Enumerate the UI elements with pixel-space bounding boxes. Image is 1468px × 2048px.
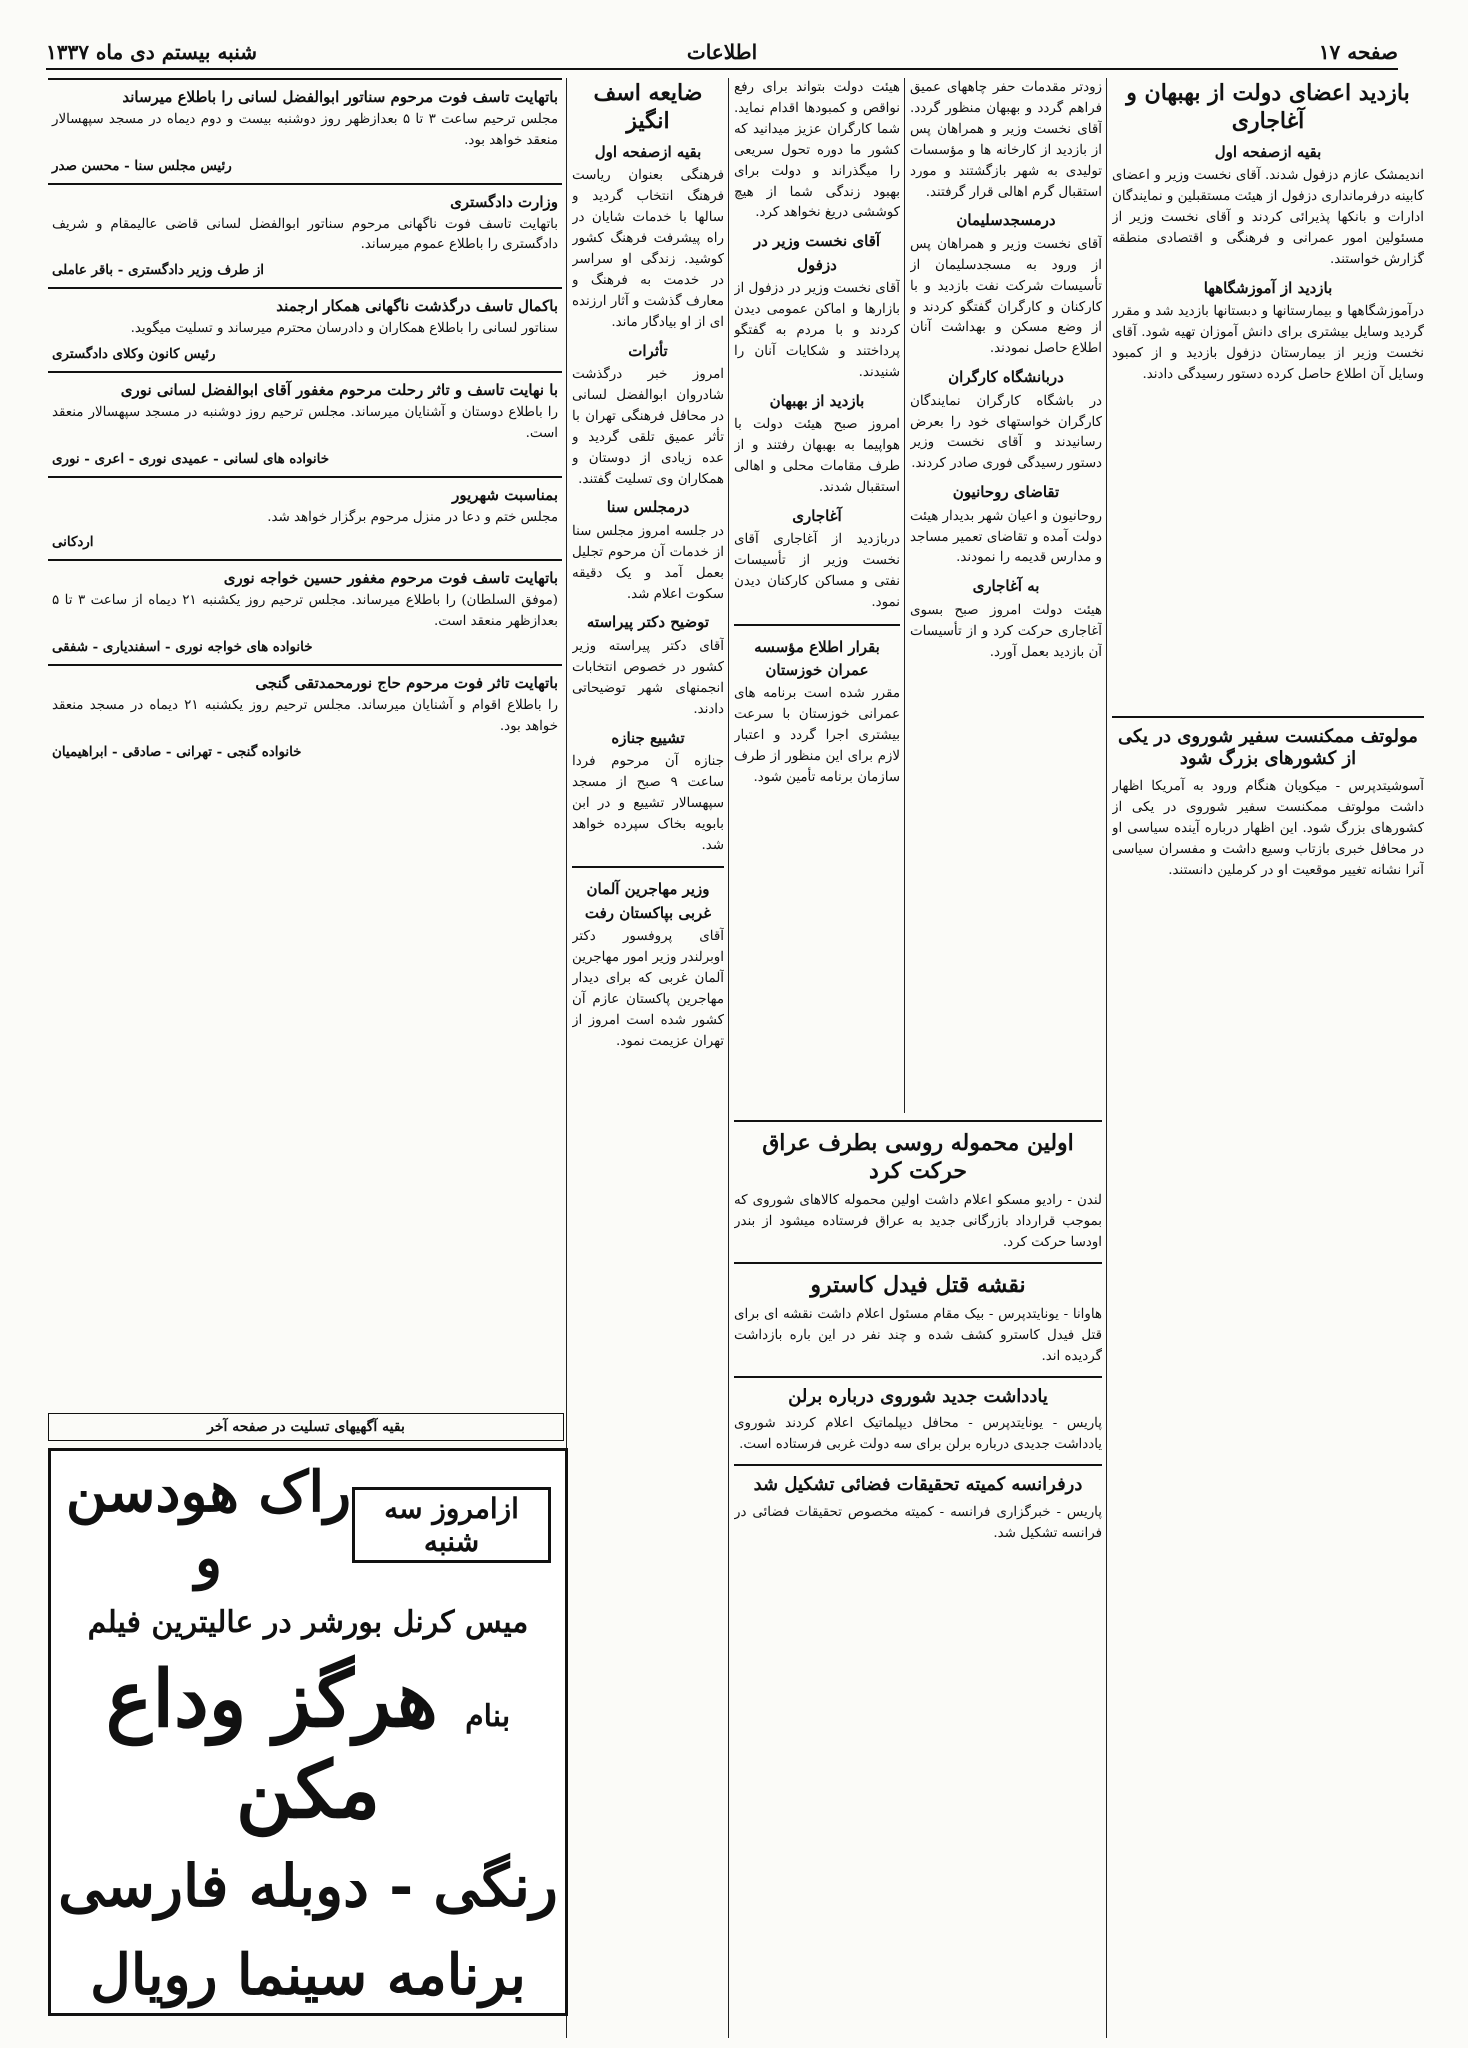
notice-title: باتهایت تاثر فوت مرحوم حاج نورمحمدتقی گنجی: [255, 673, 558, 692]
continued-notices: بقیه آگهیهای تسلیت در صفحه آخر: [48, 1413, 564, 1441]
page-number: صفحه ۱۷: [1318, 40, 1398, 64]
notice-text: باتهایت تاسف فوت ناگهانی مرحوم سناتور ابوالفضل لسانی قاضی عالیمقام و شریف دادگستری را باطلاع عموم میرساند.: [52, 216, 558, 253]
notice-signature: از طرف وزیر دادگستری - باقر عاملی: [52, 262, 265, 279]
article-body: در جلسه امروز مجلس سنا از خدمات آن مرحوم تجلیل بعمل آمد و یک دقیقه سکوت اعلام شد.: [572, 523, 724, 602]
article-body: روحانیون و اعیان شهر بدیدار هیئت دولت آمده و تقاضای تعمیر مساجد و مدارس قدیمه را نمودند.: [910, 508, 1102, 566]
notice-signature: رئیس کانون وکلای دادگستری: [52, 346, 216, 363]
notice-title: بمناسبت شهریور: [452, 485, 558, 504]
obituary-notice: [48, 287, 562, 371]
obituary-notice: [48, 78, 562, 183]
headline-obituary: ضایعه اسف انگیز: [593, 80, 703, 134]
article-body: لندن - رادیو مسکو اعلام داشت اولین محموله کالاهای شوروی که بموجب قرارداد بازرگانی جدید به عراق فرستاده میشود از بندر اودسا حرکت کرد.: [734, 1193, 1102, 1250]
obituary-notice: [48, 183, 562, 288]
ad-day-tag: ازامروز سه شنبه: [352, 1487, 551, 1563]
notice-text: را باطلاع دوستان و آشنایان میرساند. مجلس ترحیم روز دوشنبه در مسجد سپهسالار منعقد است.: [52, 404, 558, 441]
article-body: آقای نخست وزیر و همراهان پس از ورود به مسجدسلیمان از تأسیسات شرکت نفت بازدید و با کارکنان و کارگران گفتگو کردند و از وضع مسکن و بهداشت آنان اطلاع حاصل نمودند.: [910, 236, 1102, 357]
notice-title: وزارت دادگستری: [450, 192, 558, 211]
subhead-masjed-soleiman: درمسجدسلیمان: [956, 211, 1056, 230]
subhead-reactions: تأثرات: [628, 341, 668, 360]
article-body: آسوشیتدپرس - میکویان هنگام ورود به آمریکا اظهار داشت مولوتف ممکنست سفیر شوروی در یکی از کشورهای بزرگ شود. این اظهار درباره آینده سیاسی او در محافل خبری بازتاب وسیع داشت و مفسران سیاسی آنرا نشانه تغییر موقعیت او در کرملین دانستند.: [1112, 778, 1424, 878]
notice-text: سناتور لسانی را باطلاع همکاران و دادرسان محترم میرساند و تسلیت میگوید.: [130, 321, 558, 337]
column-4: [572, 78, 724, 2036]
headline-german-minister: وزیر مهاجرین آلمان غربی بپاکستان رفت: [584, 880, 712, 922]
subhead-funeral: تشییع جنازه: [611, 728, 685, 747]
article-body: پاریس - خبرگزاری فرانسه - کمیته مخصوص تحقیقات فضائی در فرانسه تشکیل شد.: [734, 1504, 1102, 1541]
notice-signature: رئیس مجلس سنا - محسن صدر: [52, 157, 232, 174]
notice-text: مجلس ختم و دعا در منزل مرحوم برگزار خواهد شد.: [267, 509, 558, 525]
ad-costar: میس کرنل بورشر در عالیترین فیلم: [87, 1605, 529, 1640]
subhead-schools: بازدید از آموزشگاهها: [1203, 278, 1333, 297]
article-body: آقای نخست وزیر در دزفول از بازارها و اماکن عمومی دیدن کردند و با مردم به گفتگو پرداختند و شکایات آنان را شنیدند.: [734, 281, 900, 380]
subhead-pm-dezful: آقای نخست وزیر در دزفول: [753, 232, 881, 274]
continued-label: بقیه ازصفحه اول: [594, 143, 702, 161]
ad-film-prefix: بنام: [465, 1699, 511, 1734]
notice-signature: خانواده های خواجه نوری - اسفندیاری - شفقی: [52, 639, 313, 656]
cinema-advertisement: [48, 1448, 568, 2016]
masthead: [46, 36, 1398, 70]
article-body: دربازدید از آغاجاری آقای نخست وزیر از تأسیسات نفتی و مساکن کارکنان دیدن نمود.: [734, 532, 900, 610]
article-body: زودتر مقدمات حفر چاههای عمیق فراهم گردد و بهبهان منظور گردد. آقای نخست وزیر و همراهان پس از بازدید از کارخانه ها و مؤسسات تولیدی به شهر بازگشتند و مورد استقبال گرم اهالی قرار گرفتند.: [910, 80, 1102, 200]
article-body: پاریس - یونایتدپرس - محافل دیپلماتیک اعلام کردند شوروی یادداشت جدیدی درباره برلن برای سه دولت غربی فرستاده است.: [734, 1416, 1102, 1453]
subhead-senate: درمجلس سنا: [606, 498, 690, 517]
column-1: [1112, 78, 1424, 2036]
article-body: مقرر شده است برنامه های عمرانی خوزستان با سرعت بیشتری اجرا گردد و اعتبار لازم برای این منظور از طرف سازمان برنامه تأمین شود.: [734, 686, 900, 786]
notice-signature: اردکانی: [52, 534, 94, 551]
column-2: [910, 78, 1102, 1108]
article-body: آقای دکتر پیراسته وزیر کشور در خصوص انتخابات انجمنهای شهر توضیحاتی دادند.: [572, 638, 724, 717]
ad-star-name: راک هودسن و: [65, 1459, 352, 1591]
headline-iraq: اولین محموله روسی بطرف عراق حرکت کرد: [762, 1130, 1074, 1184]
notice-text: مجلس ترحیم ساعت ۳ تا ۵ بعدازظهر روز دوشنبه بیست و دوم دیماه در مسجد سپهسالار منعقد خواهد بود.: [52, 111, 558, 148]
headline-castro: نقشه قتل فیدل کاسترو: [810, 1271, 1026, 1298]
continued-label: بقیه ازصفحه اول: [1214, 143, 1322, 161]
world-news: [734, 1120, 1102, 2038]
headline-berlin: یادداشت جدید شوروی درباره برلن: [788, 1385, 1048, 1407]
subhead-workers-club: دربانشگاه کارگران: [948, 368, 1064, 387]
article-body: فرهنگی بعنوان ریاست فرهنگ انتخاب گردید و سالها با خدمات شایان در راه پیشرفت فرهنگ کشور کوشید. زندگی او سراسر در خدمت به فرهنگ و معارف گذشت و آثار ارزنده ای از او بیادگار ماند.: [572, 168, 724, 330]
column-5-notices: [48, 78, 562, 1408]
subhead-clergy: تقاضای روحانیون: [952, 483, 1060, 502]
obituary-notice: [48, 371, 562, 476]
article-body: هاوانا - یونایتدپرس - بیک مقام مسئول اعلام داشت نقشه ای برای قتل فیدل کاسترو کشف شده و چند نفر در این باره بازداشت گردیده اند.: [734, 1307, 1102, 1365]
headline-khuzestan: بقرار اطلاع مؤسسه عمران خوزستان: [754, 637, 880, 680]
obituary-notice: [48, 476, 562, 560]
headline-visit: بازدید اعضای دولت از بهبهان و آغاجاری: [1126, 80, 1410, 134]
subhead-aghajari-2: آغاجاری: [792, 506, 842, 525]
column-3: [734, 78, 900, 1108]
article-body: درآموزشگاهها و بیمارستانها و دبستانها بازدید شد و مقرر گردید وسایل بیشتری برای دانش آموزان تهیه شود. آقای نخست وزیر از بیمارستان دزفول بازدید و از کمبود وسایل آن اطلاع حاصل کرده دستور رسیدگی دادند.: [1112, 304, 1424, 383]
notice-text: را باطلاع اقوام و آشنایان میرساند. مجلس ترحیم روز یکشنبه ۲۱ دیماه در مسجد منعقد خواهد بود.: [52, 697, 559, 734]
article-body: آقای پروفسور دکتر اوبرلندر وزیر امور مهاجرین آلمان غربی که برای دیدار مهاجرین پاکستان عازم آن کشور شده است امروز از تهران عزیمت نمود.: [572, 929, 724, 1049]
ad-color-dub: رنگی - دوبله فارسی: [58, 1852, 558, 1920]
ad-film-title: بنام هرگز وداع مکن: [105, 1654, 511, 1836]
notice-text: (موفق السلطان) را باطلاع میرساند. مجلس ترحیم روز یکشنبه ۲۱ دیماه از ساعت ۳ تا ۵ بعدازظهر منعقد است.: [52, 593, 558, 630]
paper-name: اطلاعات: [686, 40, 758, 64]
ad-cinema: برنامه سینما رویال: [90, 1942, 526, 2008]
notice-signature: خانواده گنجی - تهرانی - صادقی - ابراهیمیان: [52, 743, 302, 760]
subhead-behbahan: بازدید از بهبهان: [769, 391, 865, 410]
obituary-notice: [48, 559, 562, 664]
article-body: هیئت دولت امروز صبح بسوی آغاجاری حرکت کرد و از تأسیسات آن بازدید بعمل آورد.: [910, 602, 1102, 660]
issue-date: شنبه بیستم دی ماه ۱۳۳۷: [46, 40, 258, 64]
subhead-aghajari: به آغاجاری: [972, 577, 1040, 596]
notice-title: با نهایت تاسف و تاثر رحلت مرحوم مغفور آقای ابوالفضل لسانی نوری: [120, 380, 558, 399]
article-body: جنازه آن مرحوم فردا ساعت ۹ صبح از مسجد سپهسالار تشییع و در ابن بابویه بخاک سپرده خواهد شد.: [572, 753, 724, 853]
notice-title: باتهایت تاسف فوت مرحوم سناتور ابوالفضل لسانی را باطلاع میرساند: [122, 88, 558, 106]
article-body: در باشگاه کارگران نمایندگان کارگران خواستهای خود را بعرض رسانیدند و آقای نخست وزیر دستور رسیدگی فوری صادر کردند.: [910, 393, 1102, 472]
notice-signature: خانواده های لسانی - عمیدی نوری - اعری - نوری: [52, 450, 329, 467]
article-body: امروز صبح هیئت دولت با هواپیما به بهبهان رفتند و از طرف مقامات محلی و اهالی استقبال شدند.: [734, 417, 900, 495]
headline-molotov: مولوتف ممکنست سفیر شوروی در یکی از کشورهای بزرگ شود: [1118, 725, 1418, 770]
article-body: هیئت دولت بتواند برای رفع نواقص و کمبودها اقدام نماید. شما کارگران عزیز میدانید که کشور ما دوره تحول سریعی را میگذراند و دولت برای بهبود زندگی شما از هیچ کوششی دریغ نخواهد کرد.: [734, 80, 900, 221]
article-lead: اندیمشک عازم دزفول شدند. آقای نخست وزیر و اعضای کابینه درفرمانداری دزفول از هیئت مستقبلین و نمایندگان ادارات و بانکها پذیرائی کردند و آقای نخست وزیر از مسئولین امور عمرانی و فرهنگی و اقتصادی منطقه گزارش خواستند.: [1112, 168, 1424, 268]
obituary-notice: [48, 664, 562, 769]
headline-space: درفرانسه کمیته تحقیقات فضائی تشکیل شد: [753, 1474, 1083, 1496]
notice-title: باکمال تاسف درگذشت ناگهانی همکار ارجمند: [276, 297, 558, 316]
article-body: امروز خبر درگذشت شادروان ابوالفضل لسانی در محافل فرهنگی تهران با تأثر عمیق تلقی گردید و عده زیادی از دوستان و همکاران وی تسلیت گفتند.: [572, 367, 724, 487]
notice-title: باتهایت تاسف فوت مرحوم مغفور حسین خواجه نوری: [223, 569, 558, 588]
subhead-pirasteh: توضیح دکتر پیراسته: [586, 613, 710, 632]
